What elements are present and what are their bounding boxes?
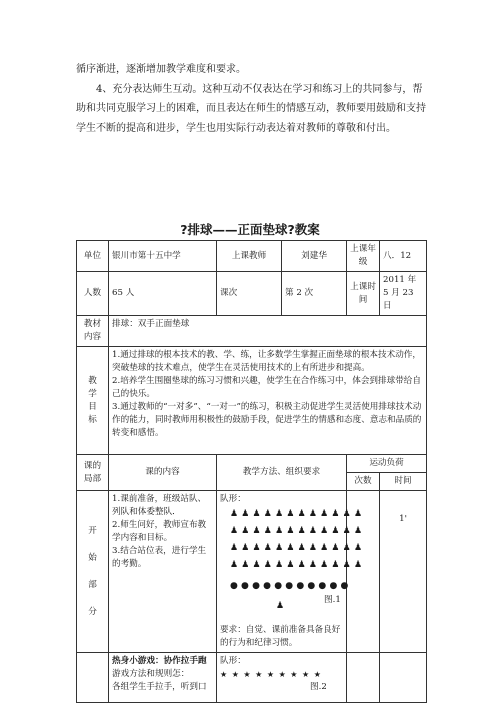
start-requirement: 要求：自觉、课前准备具备良好的行为和纪律习惯。	[220, 625, 341, 648]
start-label-char: 分	[88, 606, 97, 617]
duration-label: 时间	[380, 473, 427, 491]
times-label: 次数	[347, 473, 380, 491]
start-duration: 1'	[380, 491, 427, 653]
teacher-label: 上课教师	[217, 241, 282, 272]
goals-label-char: 学	[88, 388, 97, 399]
start-section-row	[77, 491, 427, 653]
time-label: 上课时间	[347, 272, 380, 316]
goals-row	[77, 347, 427, 455]
warmup-content	[109, 653, 217, 703]
start-item-3: 3.结合站位表，进行学生的考勤。	[112, 546, 207, 569]
info-row-1	[77, 241, 427, 272]
goal-3: 3.通过教师的“一对多”、“一对一”的练习，积极主动促进学生灵活使用排球技术动作的能力，同时教师用积极性的鼓励手段，促进学生的情感和态度、意志和品质的转变和感悟。	[112, 402, 422, 438]
student-row-icon: ♟♟♟♟♟♟♟♟♟♟♟♟	[230, 543, 366, 553]
material-label: 教材内容	[77, 316, 109, 347]
start-item-1: 1.课前准备，班级站队、列队和体委整队．	[112, 494, 207, 517]
warmup-section-row	[77, 653, 427, 703]
unit-label: 单位	[77, 241, 109, 272]
dot-row-icon: ●●●●●●●●●●●	[230, 581, 352, 591]
intro-line-1: 循序渐进，逐渐增加教学难度和要求。	[76, 64, 246, 75]
goals-label-char: 教	[88, 375, 97, 386]
student-row-icon: ♟♟♟♟♟♟♟♟♟♟♟♟	[230, 526, 366, 536]
goals-content	[109, 347, 427, 455]
lesson-value: 第 2 次	[282, 272, 347, 316]
warmup-times	[347, 653, 380, 703]
formation-label: 队形：	[220, 494, 246, 504]
start-part-label	[77, 491, 109, 653]
formation-figure-1	[220, 506, 366, 624]
goal-2: 2.培养学生围圈垫球的练习习惯和兴趣，使学生在合作练习中，体会到排球带给自己的快乐。	[112, 376, 421, 399]
intro-paragraph-4: 4、充分表达师生互动。这种互动不仅表达在学习和练习上的共同参与，帮助和共同克服学习上的困难，而且表达在师生的情感互动，教师要用鼓励和支持学生不断的提高和进步，学生也用实际行动表达着对教师的尊敬和付出。	[76, 83, 426, 134]
part-label: 课的局部	[77, 455, 109, 491]
star-row-icon: ★ ★ ★ ★ ★ ★ ★ ★ ★	[220, 670, 322, 679]
start-label-char: 始	[88, 552, 97, 563]
lesson-plan-table	[76, 240, 427, 703]
start-content	[109, 491, 217, 653]
goals-label	[77, 347, 109, 455]
student-row-icon: ♟♟♟♟♟♟♟♟♟♟♟♟	[230, 560, 366, 570]
teacher-icon: ♟	[276, 601, 285, 611]
warmup-part-label	[77, 653, 109, 703]
warmup-duration	[380, 653, 427, 703]
content-label: 课的内容	[109, 455, 217, 491]
warmup-rules-text: 各组学生手拉手，听到口	[112, 682, 207, 692]
warmup-rules-label: 游戏方法和规则怎：	[112, 669, 190, 679]
student-row-icon: ♟♟♟♟♟♟♟♟♟♟♟♟	[230, 509, 366, 519]
start-label-char: 部	[88, 579, 97, 590]
count-value: 65 人	[109, 272, 217, 316]
start-method	[217, 491, 366, 653]
time-value: 2011 年 5 月 23 日	[380, 272, 427, 316]
grade-value: 八．12	[380, 241, 427, 272]
figure-1-caption: 图.1	[324, 595, 341, 605]
document-title: ?排球——正面垫球?教案	[180, 222, 320, 237]
grade-label: 上课年级	[347, 241, 380, 272]
count-label: 人数	[77, 272, 109, 316]
section-header-row	[77, 455, 427, 473]
unit-value: 银川市第十五中学	[109, 241, 217, 272]
load-label: 运动负荷	[347, 455, 427, 473]
intro-text	[76, 60, 426, 138]
lesson-label: 课次	[217, 272, 282, 316]
warmup-method	[217, 653, 347, 703]
info-row-2	[77, 272, 427, 316]
goals-label-char: 目	[88, 401, 97, 412]
teacher-value: 刘建华	[282, 241, 347, 272]
goals-label-char: 标	[88, 414, 97, 425]
start-label-char: 开	[88, 525, 97, 536]
warmup-game-title: 热身小游戏：协作拉手跑	[112, 656, 207, 666]
goal-1: 1.通过排球的根本技术的教、学、练，让多数学生掌握正面垫球的根本技术动作，突破垫球的技术难点，使学生在灵活使用技术的上有所进步和提高。	[112, 350, 421, 373]
warmup-formation-label: 队形：	[220, 656, 246, 666]
figure-2-caption: 图.2	[310, 682, 327, 692]
start-item-2: 2.师生问好，教师宣布教学内容和目标。	[112, 520, 207, 543]
material-value: 排球：双手正面垫球	[109, 316, 427, 347]
method-label: 教学方法、组织要求	[217, 455, 347, 491]
material-row	[77, 316, 427, 347]
